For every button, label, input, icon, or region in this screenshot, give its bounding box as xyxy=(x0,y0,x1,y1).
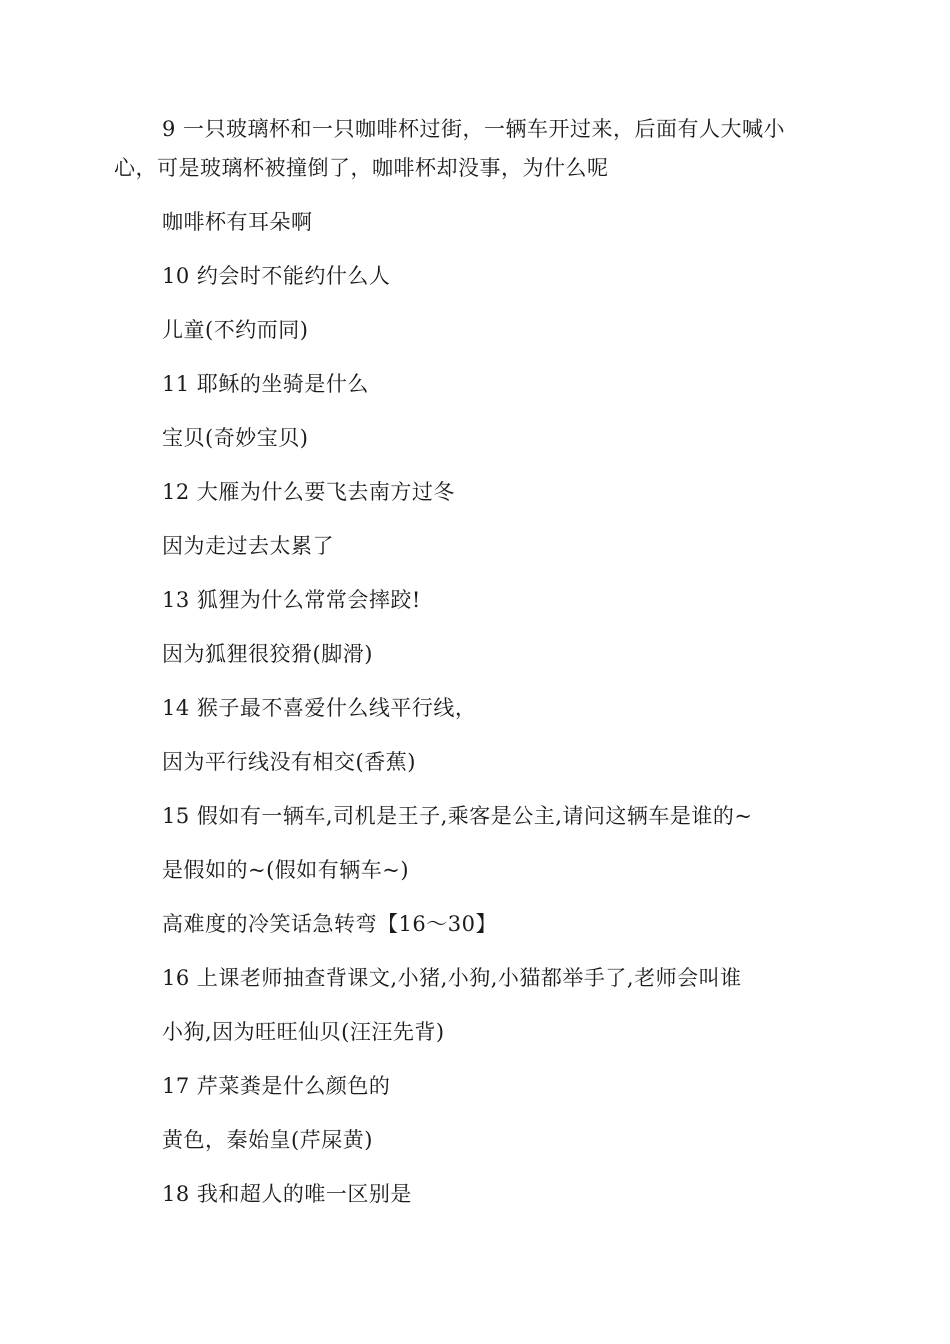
riddle-10-answer: 儿童(不约而同) xyxy=(162,318,309,342)
riddle-11-question: 11 耶稣的坐骑是什么 xyxy=(162,372,369,396)
section-heading: 高难度的冷笑话急转弯【16～30】 xyxy=(162,912,497,936)
riddle-14-answer: 因为平行线没有相交(香蕉) xyxy=(162,750,416,774)
riddle-17-answer: 黄色，秦始皇(芹屎黄) xyxy=(162,1128,373,1152)
riddle-14-question: 14 猴子最不喜爱什么线平行线， xyxy=(162,696,477,720)
riddle-15-question: 15 假如有一辆车,司机是王子,乘客是公主,请问这辆车是谁的~ xyxy=(162,804,753,828)
riddle-9-question-line-2: 心，可是玻璃杯被撞倒了，咖啡杯却没事，为什么呢 xyxy=(114,156,609,180)
riddle-12-question: 12 大雁为什么要飞去南方过冬 xyxy=(162,480,455,504)
riddle-15-answer: 是假如的~(假如有辆车~) xyxy=(162,858,410,882)
riddle-16-question: 16 上课老师抽查背课文,小猪,小狗,小猫都举手了,老师会叫谁 xyxy=(162,966,742,990)
riddle-9-question-line-1: 9 一只玻璃杯和一只咖啡杯过街，一辆车开过来，后面有人大喊小 xyxy=(162,117,786,141)
riddle-18-question: 18 我和超人的唯一区别是 xyxy=(162,1182,412,1206)
riddle-13-answer: 因为狐狸很狡猾(脚滑) xyxy=(162,642,373,666)
riddle-13-question: 13 狐狸为什么常常会摔跤! xyxy=(162,588,421,612)
riddle-10-question: 10 约会时不能约什么人 xyxy=(162,264,391,288)
riddle-17-question: 17 芹菜粪是什么颜色的 xyxy=(162,1074,391,1098)
riddle-11-answer: 宝贝(奇妙宝贝) xyxy=(162,426,309,450)
riddle-9-answer: 咖啡杯有耳朵啊 xyxy=(162,210,313,234)
riddle-12-answer: 因为走过去太累了 xyxy=(162,534,334,558)
riddle-16-answer: 小狗,因为旺旺仙贝(汪汪先背) xyxy=(162,1020,445,1044)
